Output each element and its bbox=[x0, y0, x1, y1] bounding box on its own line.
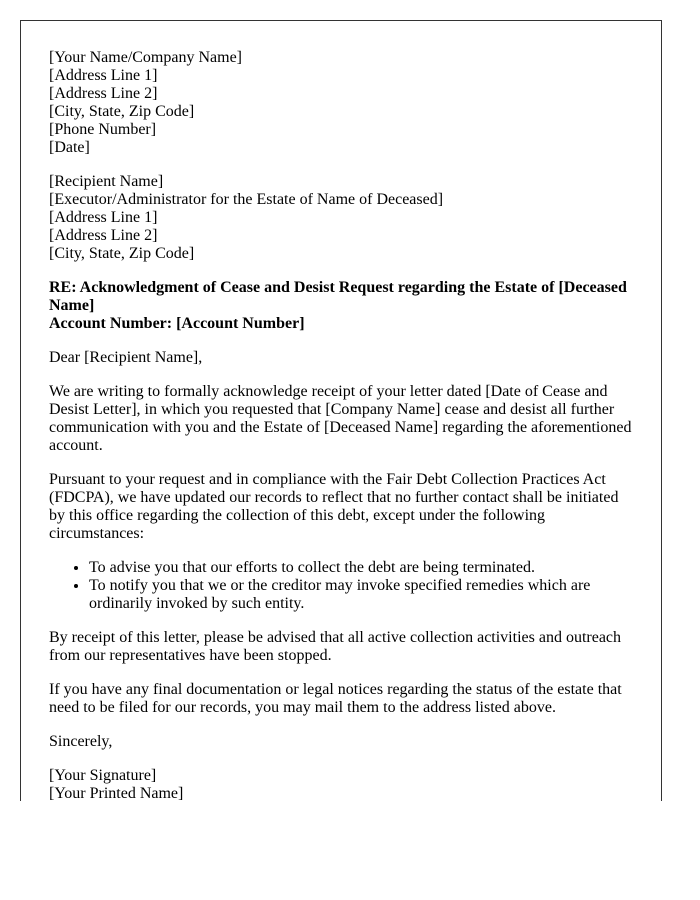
signature-block bbox=[49, 767, 633, 801]
recipient-address-line-1: [Address Line 1] bbox=[49, 209, 158, 226]
recipient-address-block bbox=[49, 173, 633, 263]
sender-name: [Your Name/Company Name] bbox=[49, 49, 243, 66]
subject-re-line: RE: Acknowledgment of Cease and Desist Request regarding the Estate of [Deceased Name] bbox=[49, 279, 627, 314]
sender-address-line-2: [Address Line 2] bbox=[49, 85, 158, 102]
recipient-city-state-zip: [City, State, Zip Code] bbox=[49, 245, 195, 262]
letter-page bbox=[20, 20, 662, 801]
sender-address-block bbox=[49, 49, 633, 157]
document-viewport bbox=[20, 20, 662, 801]
subject-account-line: Account Number: [Account Number] bbox=[49, 315, 305, 332]
recipient-address-line-2: [Address Line 2] bbox=[49, 227, 158, 244]
signature: [Your Signature] bbox=[49, 767, 157, 784]
sender-city-state-zip: [City, State, Zip Code] bbox=[49, 103, 195, 120]
printed-name: [Your Printed Name] bbox=[49, 785, 184, 801]
body-paragraph-2: Pursuant to your request and in compliance with the Fair Debt Collection Practices Act (FDCPA), we have updated our records to reflect that no further contact shall be initiated by this office regarding the collection of this debt, except under the following circumstances: bbox=[49, 471, 619, 542]
body-paragraph-3: By receipt of this letter, please be advised that all active collection activities and outreach from our representatives have been stopped. bbox=[49, 629, 622, 664]
valediction: Sincerely, bbox=[49, 733, 113, 750]
letter-date: [Date] bbox=[49, 139, 90, 156]
sender-address-line-1: [Address Line 1] bbox=[49, 67, 158, 84]
sender-phone: [Phone Number] bbox=[49, 121, 157, 138]
exception-item: • To notify you that we or the creditor may invoke specified remedies which are ordinarily invoked by such entity. bbox=[89, 577, 633, 613]
subject-block bbox=[49, 279, 633, 333]
exception-item: • To advise you that our efforts to collect the debt are being terminated. bbox=[89, 559, 633, 577]
body-paragraph-4: If you have any final documentation or legal notices regarding the status of the estate that need to be filed for our records, you may mail them to the address listed above. bbox=[49, 681, 622, 716]
recipient-title: [Executor/Administrator for the Estate of Name of Deceased] bbox=[49, 191, 444, 208]
salutation: Dear [Recipient Name], bbox=[49, 349, 203, 366]
exceptions-list bbox=[49, 559, 633, 613]
body-paragraph-1: We are writing to formally acknowledge receipt of your letter dated [Date of Cease and Desist Letter], in which you requested that [Company Name] cease and desist all further communication with you and the Estate of [Deceased Name] regarding the aforementioned account. bbox=[49, 383, 632, 454]
recipient-name: [Recipient Name] bbox=[49, 173, 164, 190]
